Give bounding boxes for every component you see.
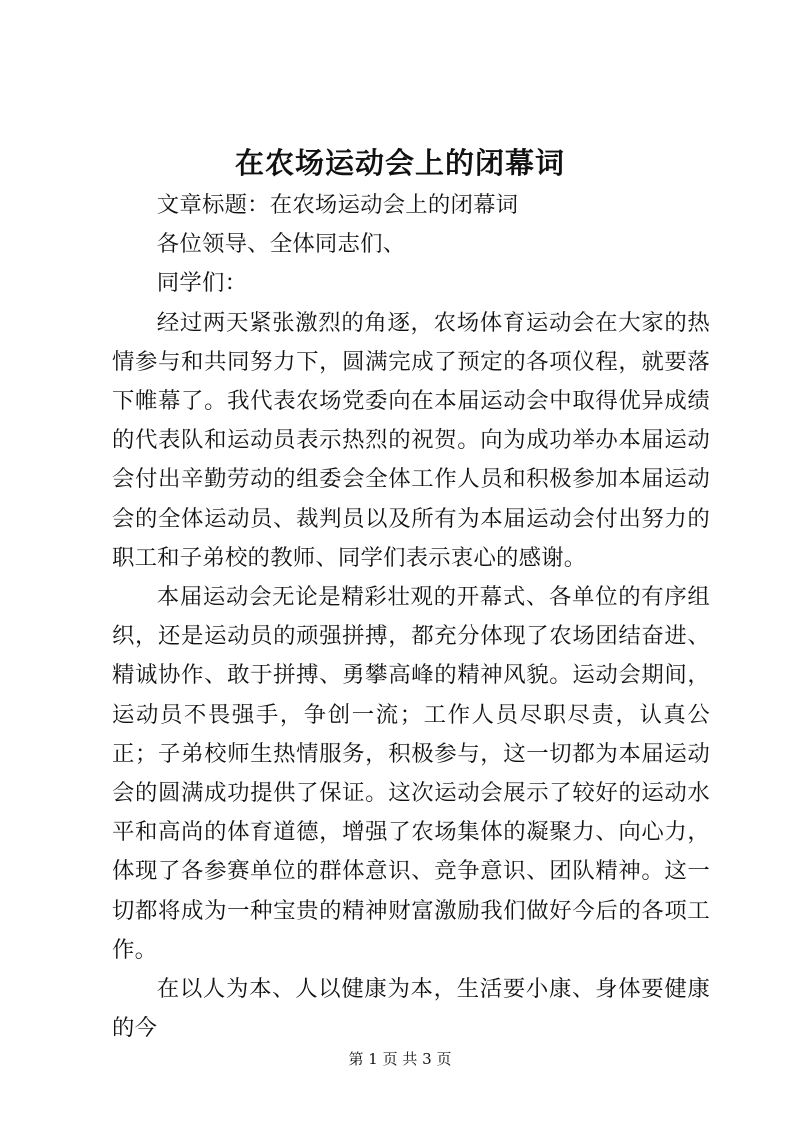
paragraph-1: 经过两天紧张激烈的角逐，农场体育运动会在大家的热情参与和共同努力下，圆满完成了预定的各项仪程，就要落下帷幕了。我代表农场党委向在本届运动会中取得优异成绩的代表队和运动员表示热烈的祝贺。向为成功举办本届运动会付出辛勤劳动的组委会全体工作人员和积极参加本届运动会的全体运动员、裁判员以及所有为本届运动会付出努力的职工和子弟校的教师、同学们表示衷心的感谢。 <box>112 309 710 571</box>
paragraph-3: 在以人为本、人以健康为本，生活要小康、身体要健康的今 <box>112 976 710 1042</box>
salutation-line-2: 同学们： <box>156 270 248 297</box>
article-title-line: 文章标题：在农场运动会上的闭幕词 <box>156 192 519 218</box>
document-title: 在农场运动会上的闭幕词 <box>234 146 565 180</box>
page-footer: 第 1 页 共 3 页 <box>348 1050 452 1068</box>
salutation-line-1: 各位领导、全体同志们、 <box>156 231 406 258</box>
document-body <box>112 186 710 1048</box>
paragraph-2: 本届运动会无论是精彩壮观的开幕式、各单位的有序组织，还是运动员的顽强拼搏，都充分体现了农场团结奋进、精诚协作、敢于拼搏、勇攀高峰的精神风貌。运动会期间，运动员不畏强手，争创一流；工作人员尽职尽责，认真公正；子弟校师生热情服务，积极参与，这一切都为本届运动会的圆满成功提供了保证。这次运动会展示了较好的运动水平和高尚的体育道德，增强了农场集体的凝聚力、向心力，体现了各参赛单位的群体意识、竞争意识、团队精神。这一切都将成为一种宝贵的精神财富激励我们做好今后的各项工作。 <box>112 584 710 963</box>
